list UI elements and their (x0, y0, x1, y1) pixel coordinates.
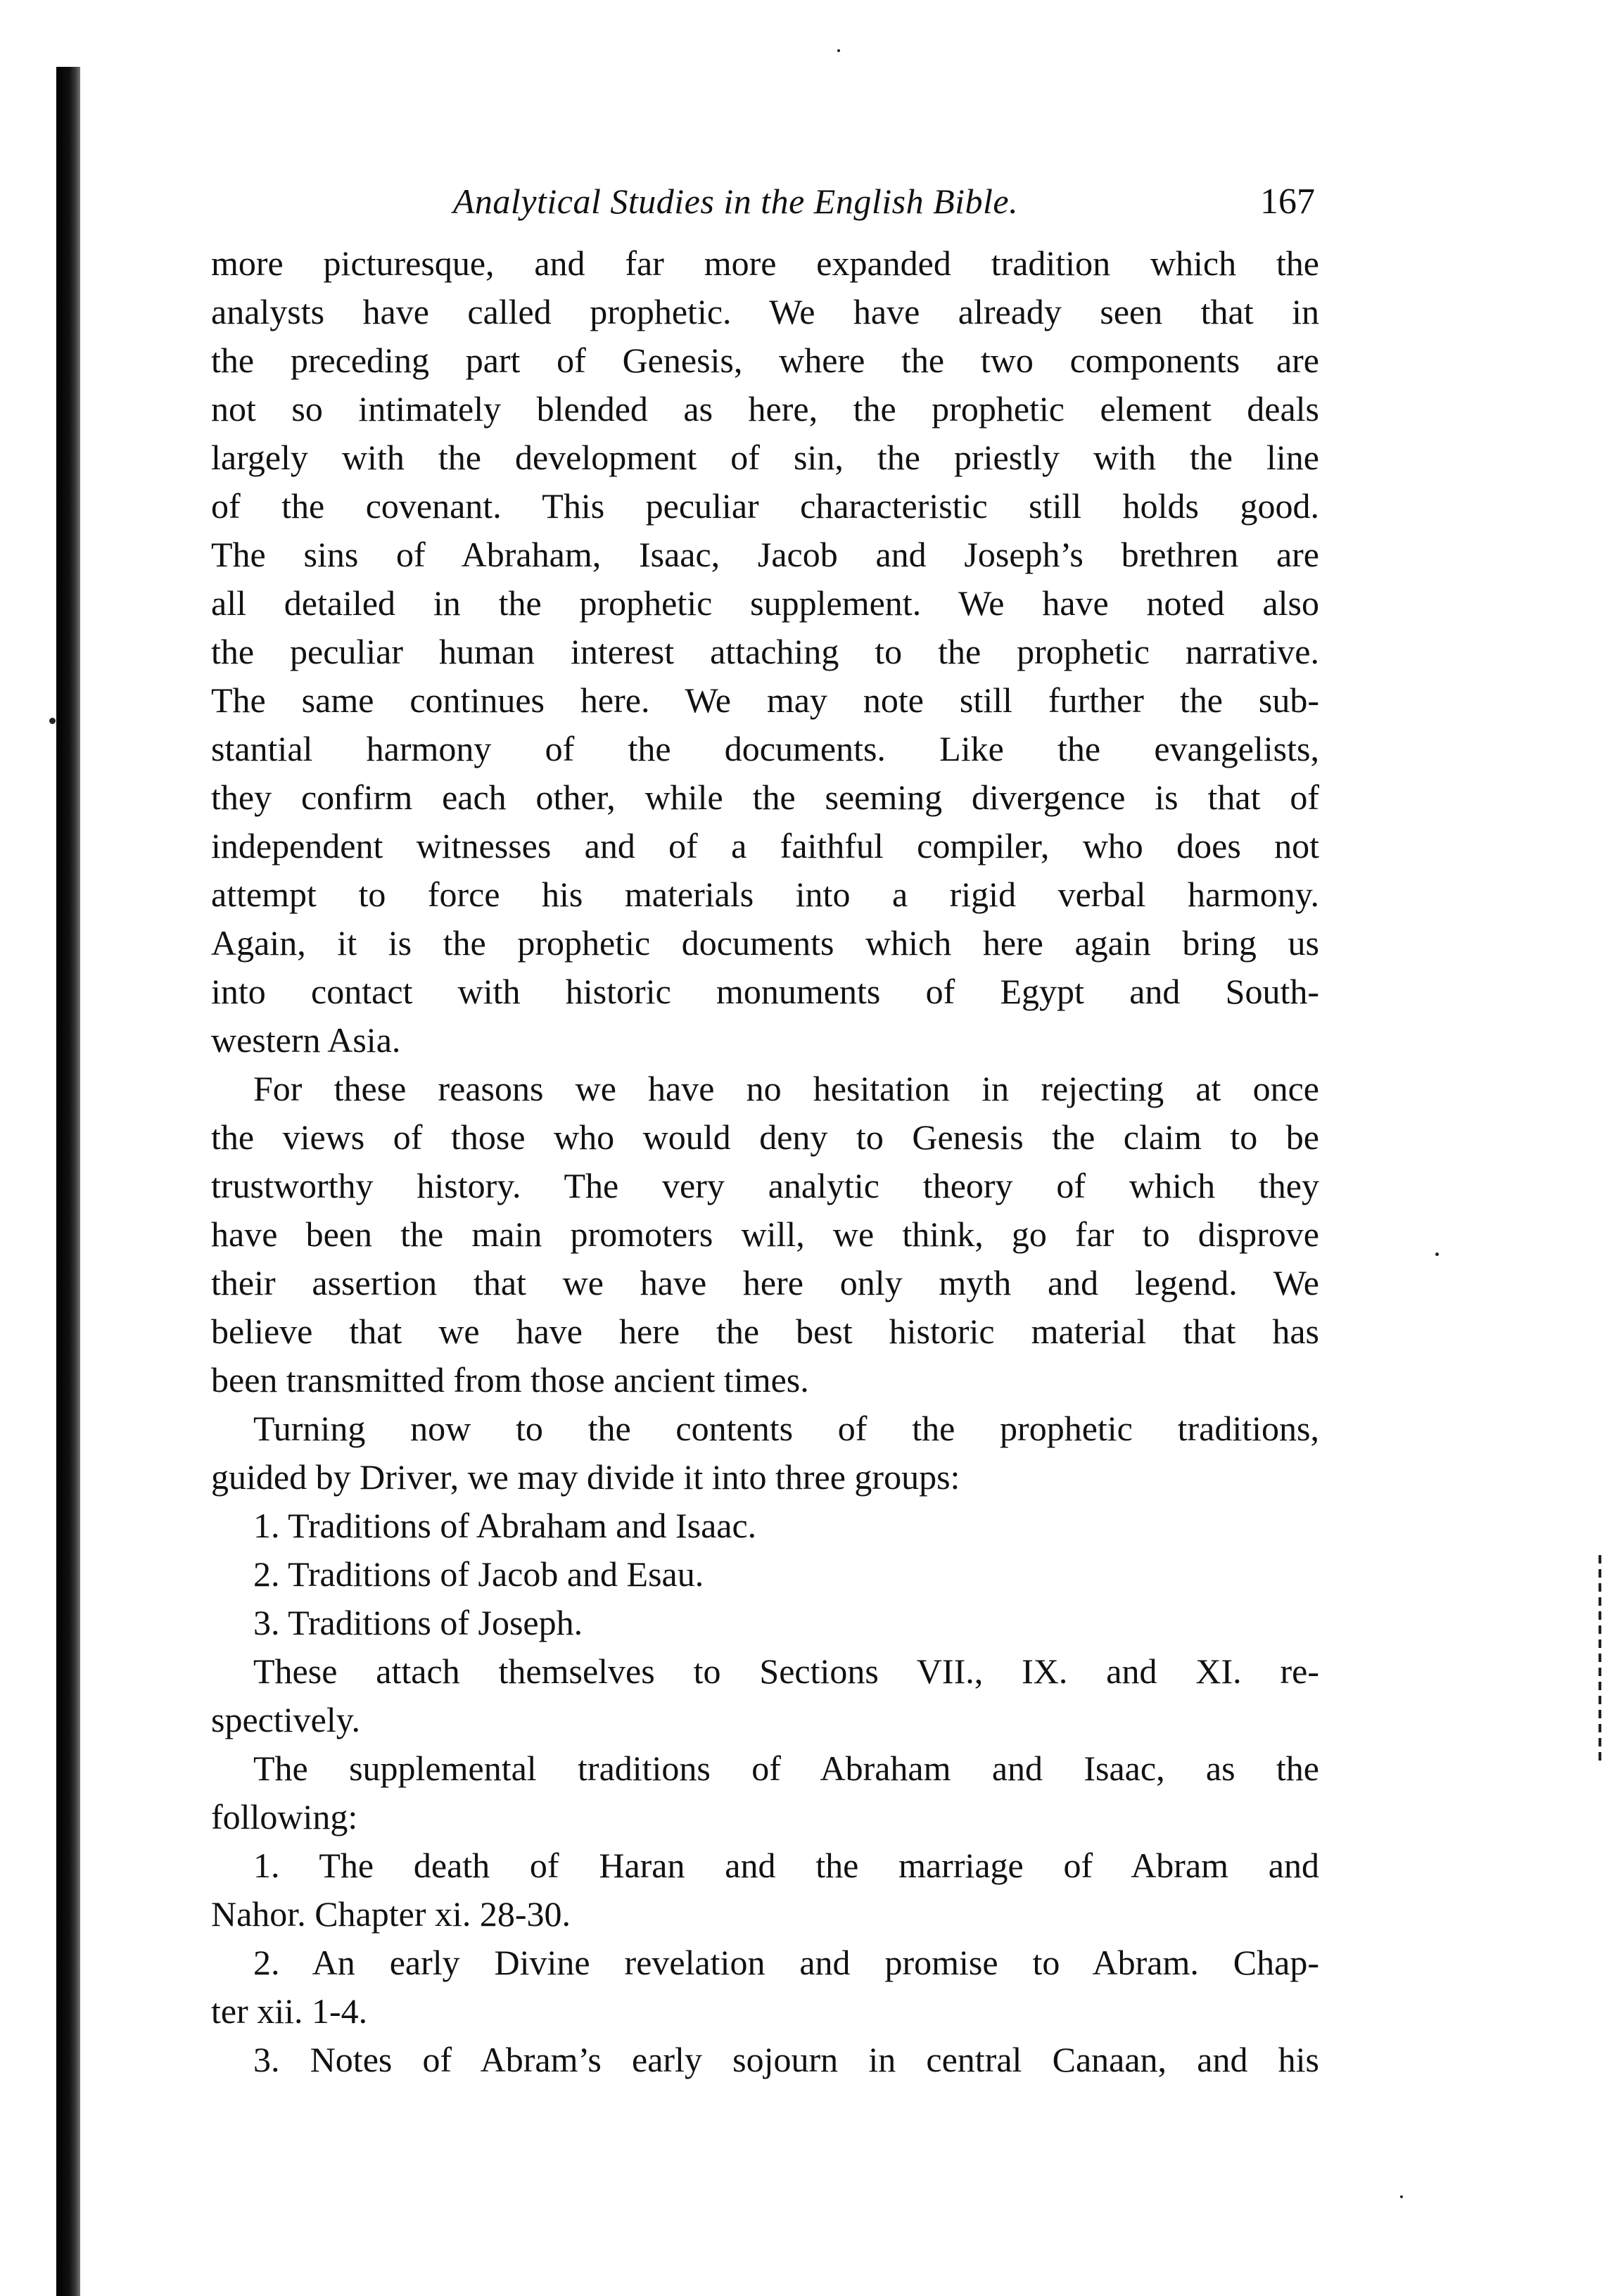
text-line: Nahor. Chapter xi. 28-30. (211, 1894, 571, 1934)
text-line: their assertion that we have here only myth and legend. We (211, 1263, 1319, 1302)
text-line: The supplemental traditions of Abraham and Isaac, as the (253, 1749, 1319, 1788)
text-line: Turning now to the contents of the prophetic traditions, (253, 1409, 1319, 1448)
text-line: stantial harmony of the documents. Like the evangelists, (211, 729, 1319, 768)
text-line: the views of those who would deny to Genesis the claim to be (211, 1117, 1319, 1157)
text-line: 2. An early Divine revelation and promise to Abram. Chap- (253, 1943, 1319, 1982)
text-line: independent witnesses and of a faithful compiler, who does not (211, 826, 1319, 865)
page-number: 167 (1260, 182, 1315, 222)
text-line: 1. The death of Haran and the marriage of Abram and (253, 1846, 1319, 1885)
text-line: 2. Traditions of Jacob and Esau. (253, 1554, 704, 1594)
text-line: ter xii. 1-4. (211, 1991, 368, 2031)
text-line: 3. Notes of Abram’s early sojourn in central Canaan, and his (253, 2040, 1319, 2079)
text-line: analysts have called prophetic. We have already seen that in (211, 292, 1319, 331)
text-line: they confirm each other, while the seeming divergence is that of (211, 778, 1319, 817)
text-line: spectively. (211, 1700, 360, 1739)
text-line: Again, it is the prophetic documents which here again bring us (211, 923, 1319, 963)
text-line: the peculiar human interest attaching to the prophetic narrative. (211, 632, 1319, 671)
text-line: guided by Driver, we may divide it into three groups: (211, 1457, 960, 1497)
text-line: of the covenant. This peculiar characteristic still holds good. (211, 486, 1319, 526)
text-line: into contact with historic monuments of Egypt and South- (211, 972, 1319, 1011)
text-line: western Asia. (211, 1020, 401, 1060)
text-line: The sins of Abraham, Isaac, Jacob and Joseph’s brethren are (211, 535, 1319, 574)
page-header (211, 177, 1319, 231)
text-line: 1. Traditions of Abraham and Isaac. (253, 1506, 757, 1545)
running-title: Analytical Studies in the English Bible. (452, 182, 1019, 221)
text-line: largely with the development of sin, the priestly with the line (211, 438, 1319, 477)
text-line: all detailed in the prophetic supplement. We have noted also (211, 583, 1319, 623)
scan-speck (1435, 1252, 1439, 1256)
text-line: have been the main promoters will, we think, go far to disprove (211, 1214, 1319, 1254)
text-line: the preceding part of Genesis, where the two components are (211, 341, 1319, 380)
scan-speck (1400, 2195, 1403, 2198)
text-line: been transmitted from those ancient times. (211, 1360, 809, 1400)
text-line: The same continues here. We may note still further the sub- (211, 680, 1319, 720)
text-line: following: (211, 1797, 358, 1837)
text-line: These attach themselves to Sections VII., IX. and XI. re- (253, 1651, 1319, 1691)
scan-speck (837, 49, 840, 52)
text-line: attempt to force his materials into a rigid verbal harmony. (211, 875, 1319, 914)
text-line: 3. Traditions of Joseph. (253, 1603, 583, 1642)
binding-gutter-shadow (56, 67, 80, 2296)
text-line: trustworthy history. The very analytic theory of which they (211, 1166, 1319, 1205)
text-line: more picturesque, and far more expanded tradition which the (211, 243, 1319, 283)
text-line: not so intimately blended as here, the prophetic element deals (211, 389, 1319, 429)
text-line: For these reasons we have no hesitation in rejecting at once (253, 1069, 1319, 1108)
scan-speck (49, 718, 56, 724)
text-line: believe that we have here the best historic material that has (211, 1312, 1319, 1351)
scan-edge-mark (1599, 1555, 1601, 1766)
book-page (211, 177, 1319, 2084)
body-text (211, 239, 1319, 2084)
